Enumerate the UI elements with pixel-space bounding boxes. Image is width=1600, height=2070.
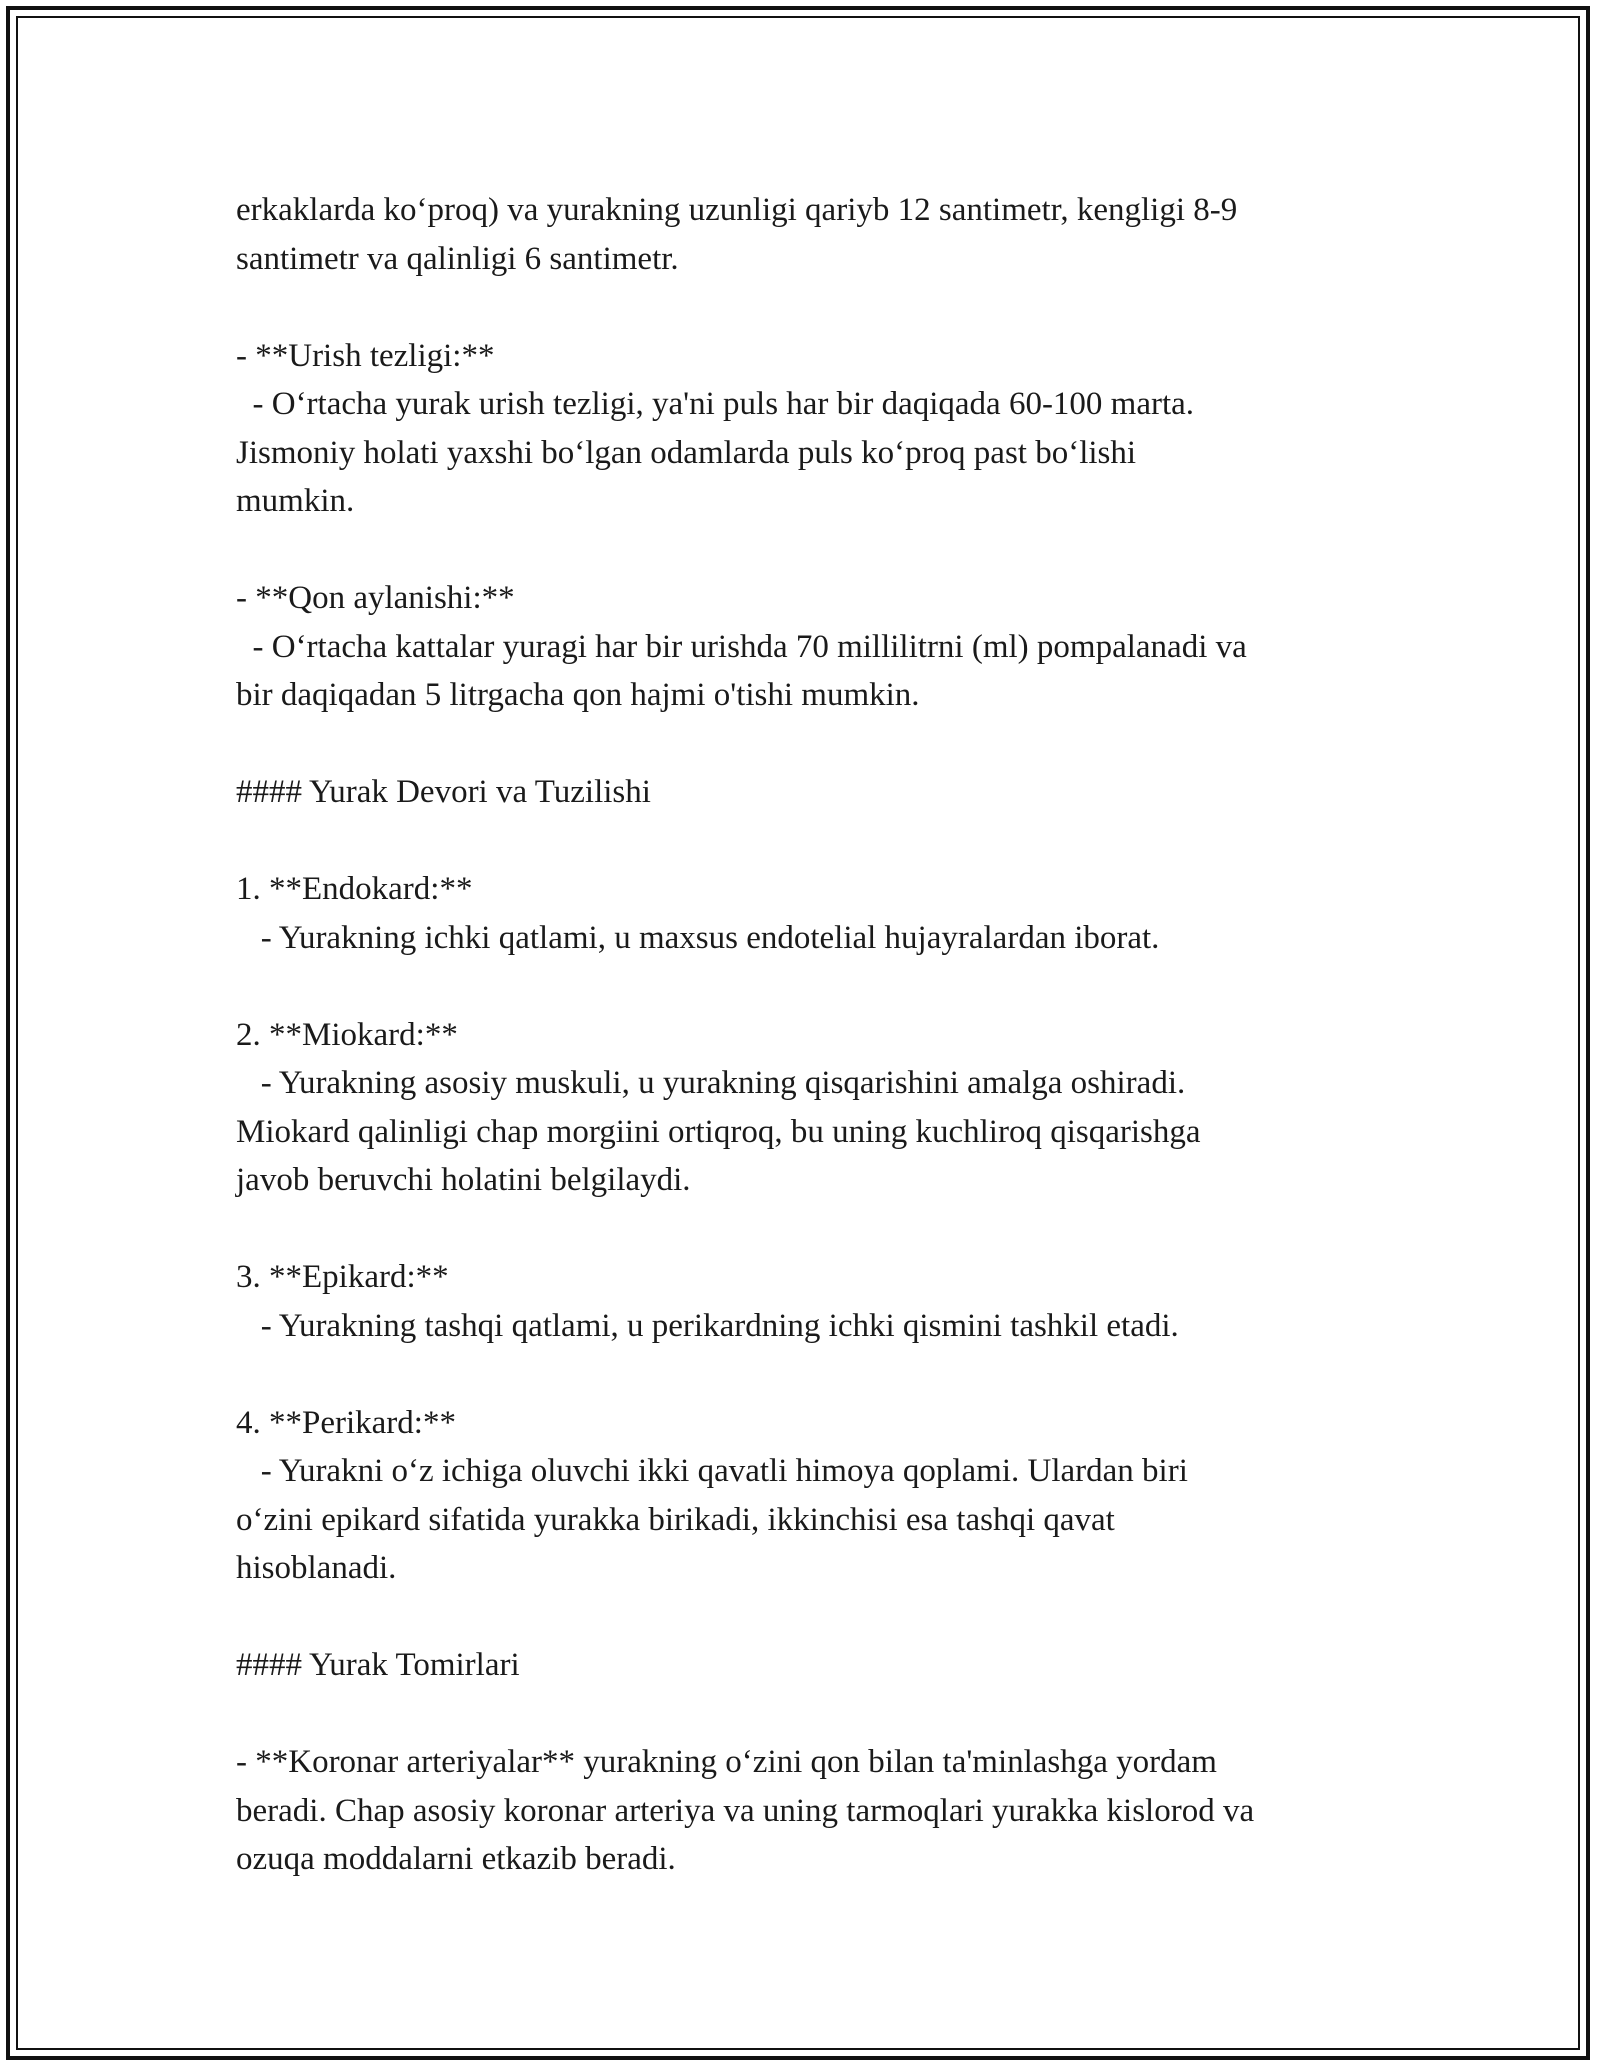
text-line: ozuqa moddalarni etkazib beradi. [236, 1841, 676, 1877]
section-heading-qon-aylanishi: - **Qon aylanishi:** [236, 580, 515, 616]
text-line: mumkin. [236, 483, 355, 519]
text-line: - Yurakning ichki qatlami, u maxsus endotelial hujayralardan iborat. [236, 919, 1160, 956]
text-line: o‘zini epikard sifatida yurakka birikadi, ikkinchisi esa tashqi qavat [236, 1501, 1115, 1538]
list-item-endokard: 1. **Endokard:** [236, 871, 473, 907]
text-line: - Yurakning asosiy muskuli, u yurakning qisqarishini amalga oshiradi. [236, 1065, 1186, 1101]
text-line: Miokard qalinligi chap morgiini ortiqroq, bu uning kuchliroq qisqarishga [236, 1113, 1201, 1150]
text-line: Jismoniy holati yaxshi bo‘lgan odamlarda puls ko‘proq past bo‘lishi [236, 434, 1137, 471]
text-line: - Yurakni o‘z ichiga oluvchi ikki qavatli himoya qoplami. Ulardan biri [236, 1453, 1188, 1489]
document-body [236, 186, 1406, 1884]
text-line: hisoblanadi. [236, 1550, 397, 1586]
blank-line [236, 283, 1406, 332]
text-line: javob beruvchi holatini belgilaydi. [236, 1162, 691, 1198]
text-line: - O‘rtacha kattalar yuragi har bir urishda 70 millilitrni (ml) pompalanadi va [236, 628, 1247, 665]
text-line: bir daqiqadan 5 litrgacha qon hajmi o'tishi mumkin. [236, 677, 920, 713]
text-line: beradi. Chap asosiy koronar arteriya va uning tarmoqlari yurakka kislorod va [236, 1792, 1255, 1829]
blank-line [236, 1593, 1406, 1642]
heading-yurak-tomirlari: #### Yurak Tomirlari [236, 1647, 520, 1683]
heading-yurak-devori: #### Yurak Devori va Tuzilishi [236, 774, 651, 810]
list-item-perikard: 4. **Perikard:** [236, 1404, 456, 1441]
list-item-miokard: 2. **Miokard:** [236, 1016, 458, 1053]
blank-line [236, 1205, 1406, 1254]
section-heading-urish-tezligi: - **Urish tezligi:** [236, 337, 495, 374]
blank-line [236, 1350, 1406, 1399]
blank-line [236, 962, 1406, 1011]
text-line: erkaklarda ko‘proq) va yurakning uzunligi qariyb 12 santimetr, kengligi 8-9 [236, 192, 1238, 228]
text-line: - Yurakning tashqi qatlami, u perikardning ichki qismini tashkil etadi. [236, 1307, 1179, 1344]
text-line: - O‘rtacha yurak urish tezligi, ya'ni puls har bir daqiqada 60-100 marta. [236, 386, 1195, 422]
blank-line [236, 526, 1406, 575]
blank-line [236, 817, 1406, 866]
blank-line [236, 1690, 1406, 1739]
list-item-epikard: 3. **Epikard:** [236, 1259, 449, 1295]
text-line: santimetr va qalinligi 6 santimetr. [236, 240, 679, 277]
blank-line [236, 720, 1406, 769]
text-line: - **Koronar arteriyalar** yurakning o‘zini qon bilan ta'minlashga yordam [236, 1744, 1217, 1780]
